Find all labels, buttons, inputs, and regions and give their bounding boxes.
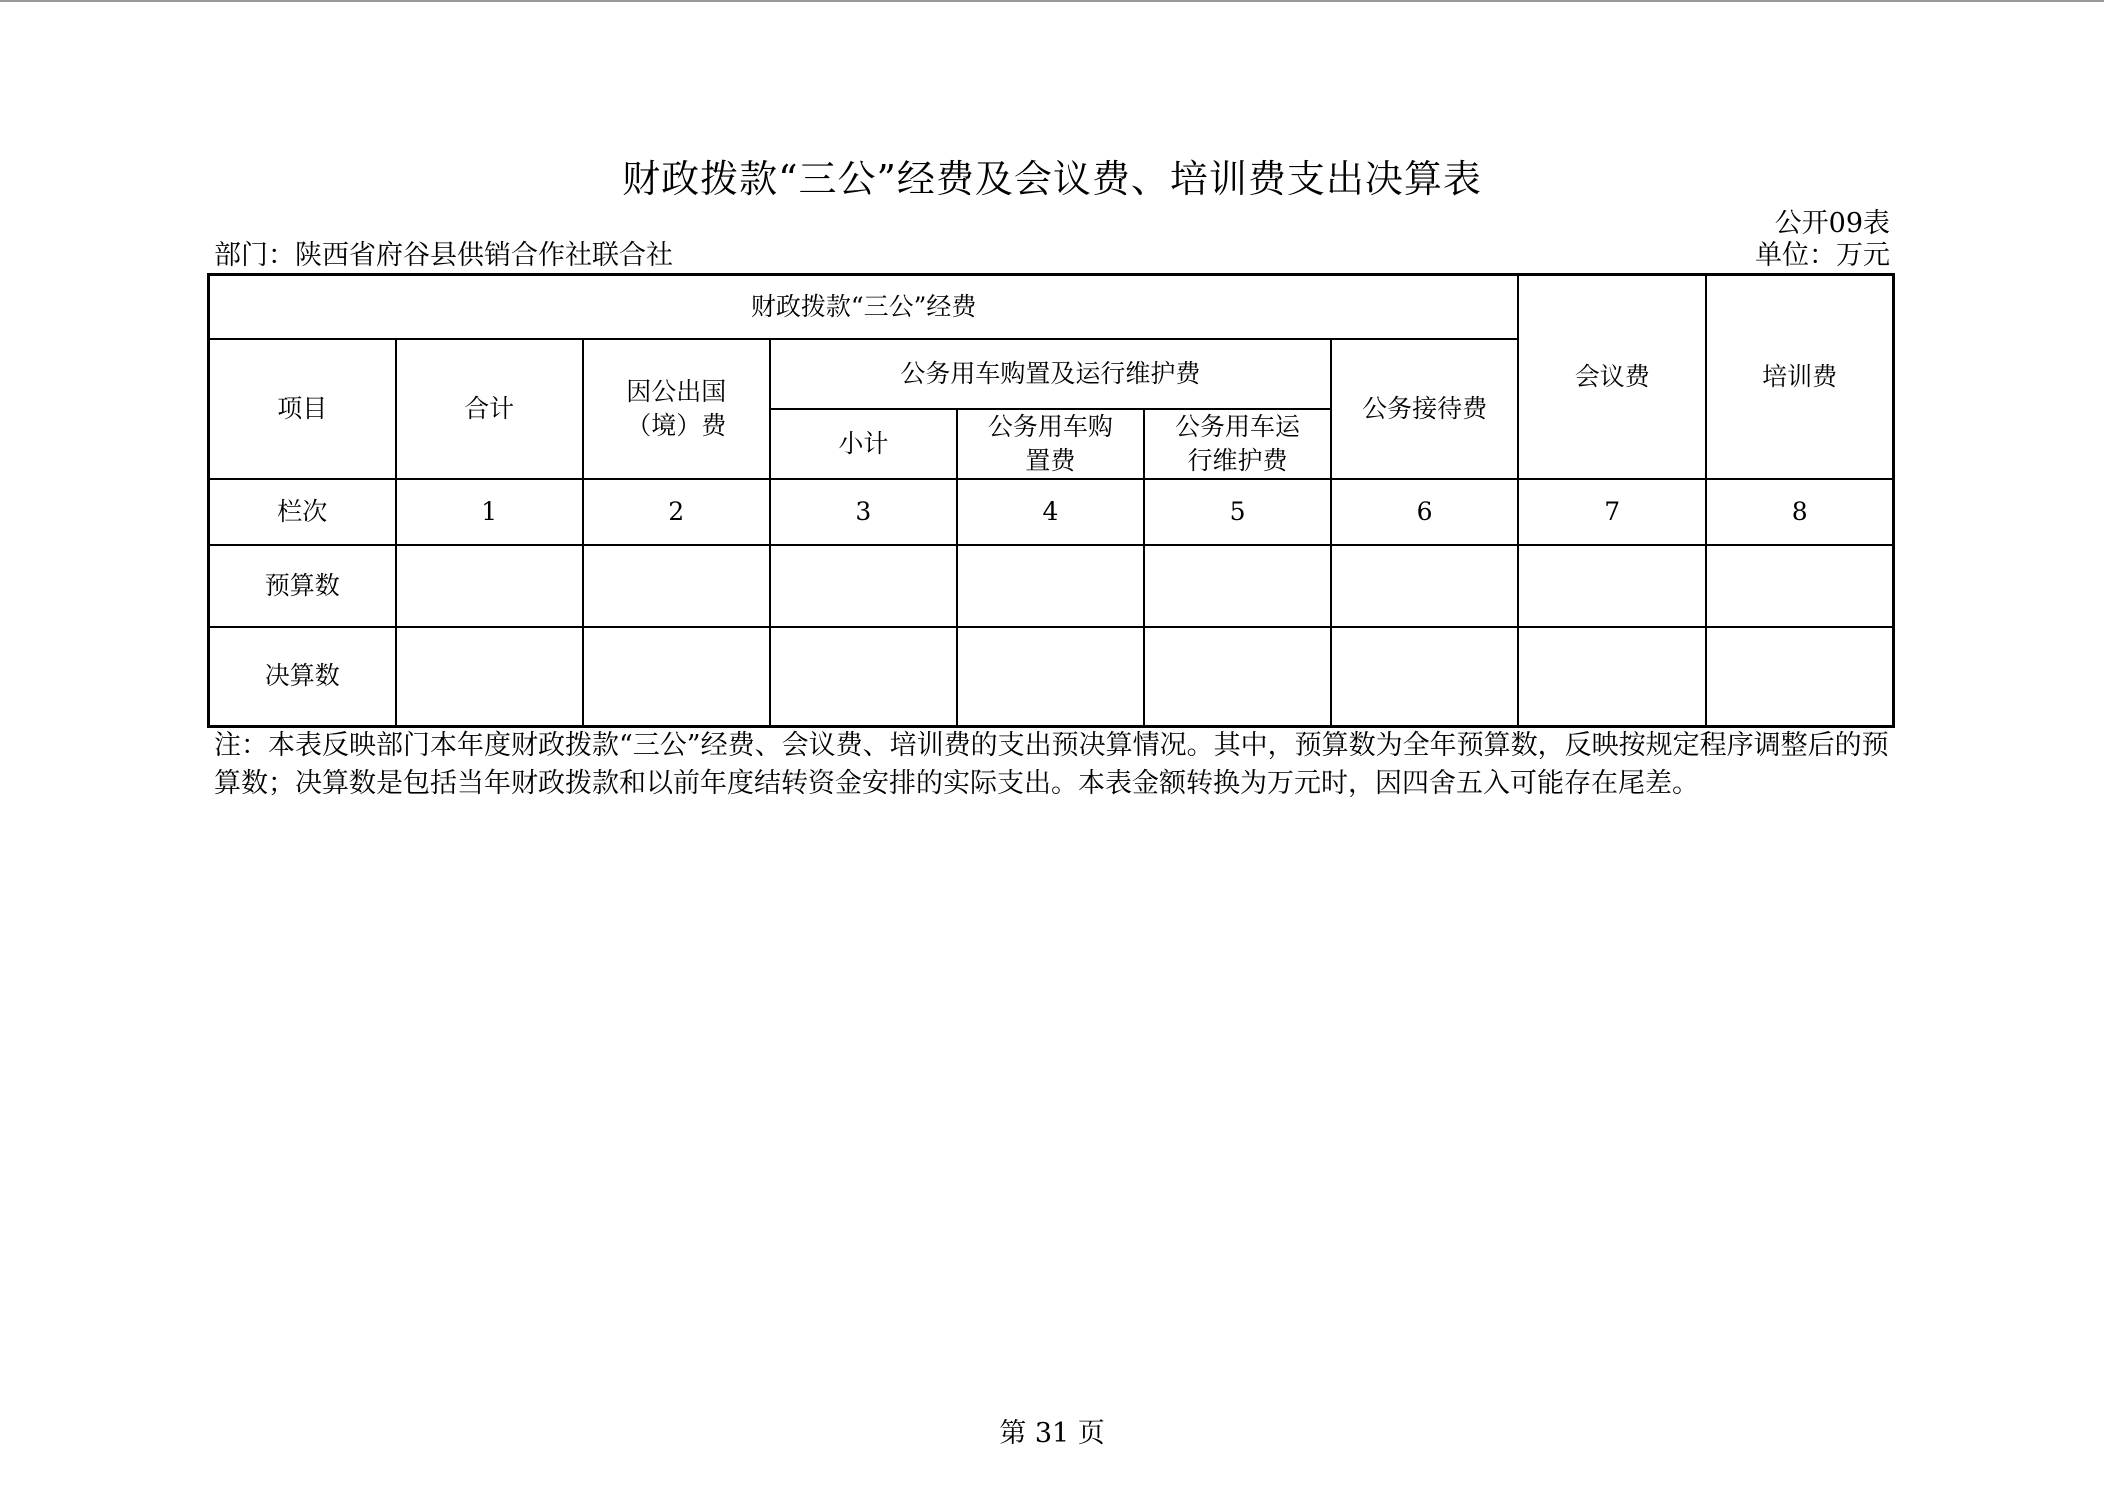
- header-vehicle-group: 公务用车购置及运行维护费: [770, 339, 1331, 409]
- table-cell: [1518, 627, 1706, 727]
- header-vehicle-purchase: 公务用车购置费: [957, 409, 1144, 479]
- expense-table: [207, 273, 1895, 728]
- table-cell: [1706, 627, 1893, 727]
- header-abroad: 因公出国（境）费: [583, 339, 770, 479]
- table-cell: [1331, 627, 1518, 727]
- table-cell: [1331, 545, 1518, 627]
- header-three-public-group: 财政拨款“三公”经费: [209, 275, 1519, 339]
- table-cell: [957, 627, 1144, 727]
- table-cell: [1144, 545, 1331, 627]
- column-index-cell: 3: [770, 479, 957, 545]
- column-index-cell: 8: [1706, 479, 1893, 545]
- page-number: 第 31 页: [999, 1418, 1105, 1449]
- table-cell: [770, 627, 957, 727]
- table-cell: [1144, 627, 1331, 727]
- column-index-cell: 1: [396, 479, 583, 545]
- header-meeting: 会议费: [1518, 275, 1706, 479]
- table-cell: [957, 545, 1144, 627]
- table-cell: [1518, 545, 1706, 627]
- row-label-budget: 预算数: [209, 545, 396, 627]
- department-label: 部门：陕西省府谷县供销合作社联合社: [214, 240, 673, 271]
- column-index-cell: 4: [957, 479, 1144, 545]
- table-cell: [583, 545, 770, 627]
- column-index-cell: 7: [1518, 479, 1706, 545]
- header-training: 培训费: [1706, 275, 1893, 479]
- row-label-final: 决算数: [209, 627, 396, 727]
- column-index-cell: 6: [1331, 479, 1518, 545]
- table-row-budget: [209, 545, 1894, 627]
- header-item: 项目: [209, 339, 396, 479]
- table-cell: [583, 627, 770, 727]
- column-index-label: 栏次: [209, 479, 396, 545]
- table-cell: [1706, 545, 1893, 627]
- header-reception: 公务接待费: [1331, 339, 1518, 479]
- header-subtotal: 小计: [770, 409, 957, 479]
- form-number: 公开09表: [1774, 208, 1890, 239]
- header-total: 合计: [396, 339, 583, 479]
- column-index-row: [209, 479, 1894, 545]
- table-row-final: [209, 627, 1894, 727]
- table-cell: [396, 545, 583, 627]
- unit-label: 单位：万元: [1755, 240, 1890, 271]
- table-cell: [396, 627, 583, 727]
- document-title: 财政拨款“三公”经费及会议费、培训费支出决算表: [622, 157, 1482, 201]
- table-note: 注：本表反映部门本年度财政拨款“三公”经费、会议费、培训费的支出预决算情况。其中，预算数为全年预算数，反映按规定程序调整后的预算数；决算数是包括当年财政拨款和以前年度结转资金安排的实际支出。本表金额转换为万元时，因四舍五入可能存在尾差。: [214, 730, 1889, 799]
- header-vehicle-operation: 公务用车运行维护费: [1144, 409, 1331, 479]
- header-row-1: [209, 275, 1894, 339]
- column-index-cell: 2: [583, 479, 770, 545]
- table-cell: [770, 545, 957, 627]
- column-index-cell: 5: [1144, 479, 1331, 545]
- page-top-border: [0, 0, 2104, 2]
